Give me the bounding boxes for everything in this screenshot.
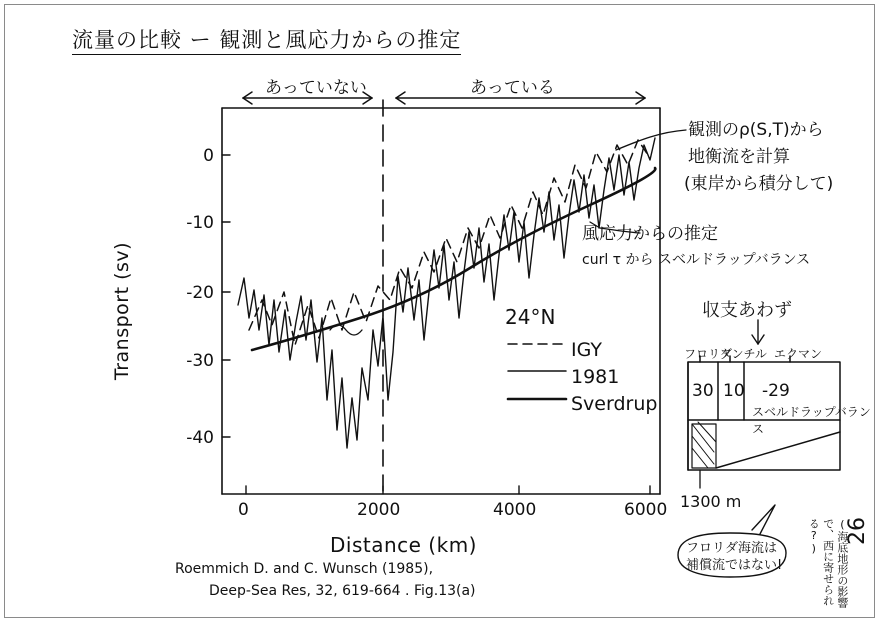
legend-key-igy bbox=[505, 344, 563, 356]
reference-line2: Deep-Sea Res, 32, 619-664 . Fig.13(a) bbox=[209, 583, 476, 600]
x-tick-2: 4000 bbox=[493, 500, 537, 520]
note-budget-title: 収支あわず bbox=[702, 300, 792, 321]
budget-label-florida: フロリダ bbox=[684, 347, 733, 361]
x-tick-3: 6000 bbox=[624, 500, 668, 520]
depth-label: 1300 m bbox=[680, 492, 742, 511]
y-tick-3: -30 bbox=[186, 351, 214, 371]
legend-item-1981 bbox=[505, 363, 657, 390]
note-geostrophic-line2: 地衡流を計算 bbox=[688, 147, 790, 167]
chart-legend bbox=[505, 303, 657, 417]
budget-value-ekman: -29 bbox=[762, 381, 790, 401]
vertical-side-note: (海底地形の影響で、西に寄せられる?) bbox=[807, 518, 849, 608]
page-title-text: 流量の比較 ー 観測と風応力からの推定 bbox=[72, 28, 461, 55]
note-geostrophic-line1: 観測のρ(S,T)から bbox=[688, 120, 824, 140]
legend-label-sverdrup: Sverdrup bbox=[571, 392, 658, 415]
budget-value-antilles: 10 bbox=[723, 381, 745, 401]
legend-key-1981 bbox=[505, 371, 563, 383]
legend-item-sverdrup bbox=[505, 390, 657, 417]
y-axis-label: Transport (sv) bbox=[111, 241, 133, 381]
note-wind-line2: curl τ から スベルドラップバランス bbox=[582, 252, 811, 268]
y-tick-2: -20 bbox=[186, 283, 214, 303]
x-tick-0: 0 bbox=[238, 500, 249, 520]
budget-label-ekman: エクマン bbox=[774, 347, 823, 361]
bracket-right-label: あっている bbox=[470, 78, 555, 98]
bubble-line1: フロリダ海流は bbox=[686, 541, 778, 556]
legend-title: 24°N bbox=[505, 304, 556, 329]
budget-label-antilles: アンチル bbox=[720, 347, 767, 361]
x-tick-1: 2000 bbox=[357, 500, 401, 520]
legend-item-igy bbox=[505, 336, 657, 363]
bracket-left-label: あっていない bbox=[265, 78, 367, 98]
reference-line1: Roemmich D. and C. Wunsch (1985), bbox=[175, 561, 434, 577]
budget-sub-label: スベルドラップバランス bbox=[752, 405, 871, 436]
page-number: 26 bbox=[845, 517, 870, 545]
x-axis-label: Distance (km) bbox=[330, 533, 477, 557]
page-title bbox=[72, 24, 461, 54]
note-geostrophic-line3: (東岸から積分して) bbox=[684, 174, 834, 194]
y-tick-1: -10 bbox=[186, 213, 214, 233]
reference-citation bbox=[175, 558, 476, 603]
bubble-line2: 補償流ではない! bbox=[686, 558, 783, 573]
legend-label-1981: 1981 bbox=[571, 365, 620, 388]
y-tick-0: 0 bbox=[203, 146, 214, 166]
y-tick-4: -40 bbox=[186, 428, 214, 448]
legend-label-igy: IGY bbox=[571, 338, 602, 361]
legend-key-sverdrup bbox=[505, 398, 563, 410]
note-wind-line1: 風応力からの推定 bbox=[582, 224, 718, 244]
budget-value-florida: 30 bbox=[692, 381, 714, 401]
